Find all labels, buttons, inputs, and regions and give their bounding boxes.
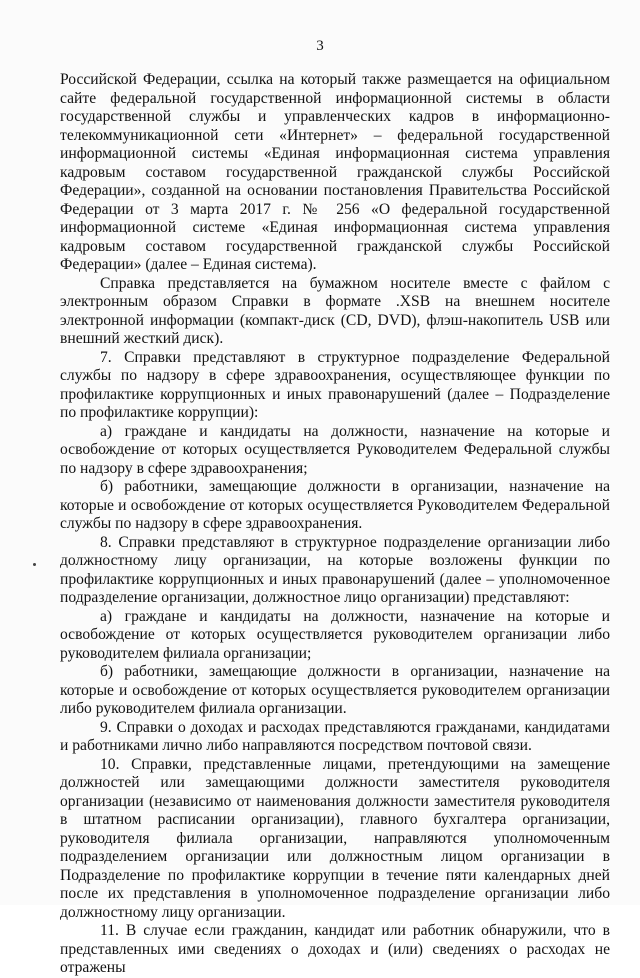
paragraph-item-9: 9. Справки о доходах и расходах представляются гражданами, кандидатами и работниками лично либо направляются посредством почтовой связи. [60,718,610,754]
paragraph-item-7a: а) граждане и кандидаты на должности, назначение на которые и освобождение от которых осуществляется Руководителем Федеральной службы по надзору в сфере здравоохранения; [60,422,610,477]
paragraph-item-8b: б) работники, замещающие должности в организации, назначение на которые и освобождение от которых осуществляется руководителем организации либо руководителем филиала организации. [60,663,610,717]
document-body [60,71,610,978]
paragraph-certificate-format: Справка представляется на бумажном носителе вместе с файлом с электронным образом Справки в формате .XSB на внешнем носителе электронной информации (компакт-диск (CD, DVD), флэш-накопитель USB или внешний жесткий диск). [60,274,610,347]
paragraph-item-10: 10. Справки, представленные лицами, претендующими на замещение должностей или замещающими должности заместителя руководителя организации (независимо от наименования должности заместителя руководителя в штатном расписании организации), главного бухгалтера организации, руководителя филиала организации, направляются уполномоченным подразделением организации или должностным лицом организации в Подразделение по профилактике коррупции в течение пяти календарных дней после их представления в уполномоченное подразделение организации либо должностному лицу организации. [60,755,610,921]
paragraph-item-8: 8. Справки представляют в структурное подразделение организации либо должностному лицу организации, на которые возложены функции по профилактике коррупционных и иных правонарушений (далее – уполномоченное подразделение организации, должностное лицо организации) представляют: [60,533,610,606]
paragraph-item-7: 7. Справки представляют в структурное подразделение Федеральной службы по надзору в сфере здравоохранения, осуществляющее функции по профилактике коррупционных и иных правонарушений (далее – Подразделение по профилактике коррупции): [60,348,610,421]
paragraph-continuation: Российской Федерации, ссылка на который также размещается на официальном сайте федеральной государственной информационной системы в области государственной службы и управленческих кадров в информационно-телекоммуникационной сети «Интернет» – федеральной государственной информационной системы «Единая информационная система управления кадровым составом государственной гражданской службы Российской Федерации», созданной на основании постановления Правительства Российской Федерации от 3 марта 2017 г. № 256 «О федеральной государственной информационной системе «Единая информационная система управления кадровым составом государственной гражданской службы Российской Федерации» (далее – Единая система). [60,71,610,273]
paragraph-item-11: 11. В случае если гражданин, кандидат или работник обнаружили, что в представленных ими сведениях о доходах и (или) сведениях о расходах не отражены [60,922,610,976]
margin-dot [33,563,36,566]
paragraph-item-8a: а) граждане и кандидаты на должности, назначение на которые и освобождение от которых осуществляется руководителем организации либо руководителем филиала организации; [60,607,610,662]
page-number: 3 [316,38,324,54]
paragraph-item-7b: б) работники, замещающие должности в организации, назначение на которые и освобождение от которых осуществляется Руководителем Федеральной службы по надзору в сфере здравоохранения. [60,478,610,532]
